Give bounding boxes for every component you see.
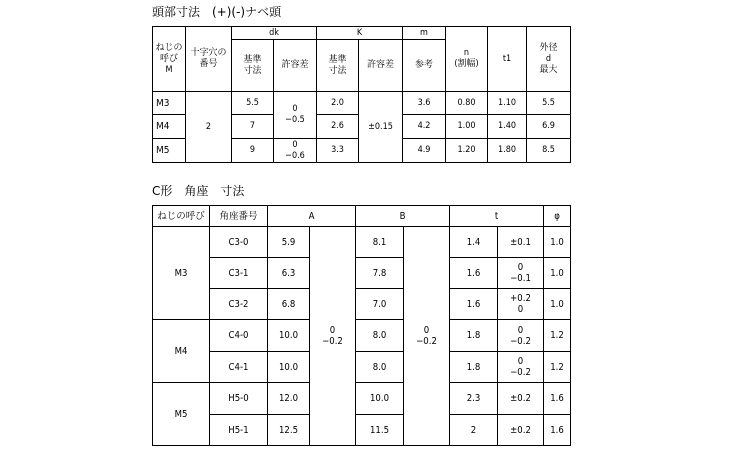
header-dk-std: 基準 寸法 — [232, 40, 274, 92]
b-value: 7.0 — [356, 289, 404, 320]
t-tolerance: ±0.2 — [498, 415, 544, 446]
t-value: 1.8 — [450, 352, 498, 383]
row-name: M4 — [153, 115, 186, 139]
phi-value: 1.6 — [544, 383, 571, 415]
a-tolerance: 0 −0.2 — [310, 227, 356, 446]
a-value: 6.8 — [268, 289, 310, 320]
b-value: 10.0 — [356, 383, 404, 415]
group-m5: M5 — [153, 383, 210, 446]
n-value: 0.80 — [446, 92, 488, 115]
d-value: 8.5 — [527, 139, 571, 163]
n-value: 1.20 — [446, 139, 488, 163]
b-tolerance: 0 −0.2 — [404, 227, 450, 446]
row-name: M3 — [153, 92, 186, 115]
header-seat-number: 角座番号 — [210, 206, 268, 227]
t-value: 1.6 — [450, 289, 498, 320]
t-value: 1.4 — [450, 227, 498, 258]
phi-value: 1.0 — [544, 258, 571, 289]
phi-value: 1.2 — [544, 320, 571, 352]
header-k: K — [317, 27, 403, 40]
head-dimensions-table — [152, 26, 571, 163]
phi-value: 1.2 — [544, 352, 571, 383]
cross-recess-value: 2 — [186, 92, 232, 163]
n-value: 1.00 — [446, 115, 488, 139]
header-phi: φ — [544, 206, 571, 227]
t-tolerance: ±0.1 — [498, 227, 544, 258]
t-tolerance: 0 −0.2 — [498, 320, 544, 352]
k-value: 2.0 — [317, 92, 359, 115]
table1-title: 頭部寸法 (+)(-)ナベ頭 — [152, 5, 282, 19]
header-dk: dk — [232, 27, 317, 40]
t-value: 2 — [450, 415, 498, 446]
dk-value: 5.5 — [232, 92, 274, 115]
a-value: 12.5 — [268, 415, 310, 446]
seat-number: C3-2 — [210, 289, 268, 320]
seat-number: C3-0 — [210, 227, 268, 258]
b-value: 11.5 — [356, 415, 404, 446]
seat-number: H5-0 — [210, 383, 268, 415]
header-n: n (割幅) — [446, 27, 488, 92]
phi-value: 1.0 — [544, 227, 571, 258]
t-value: 2.3 — [450, 383, 498, 415]
header-t1: t1 — [488, 27, 527, 92]
dk-tolerance: 0 −0.5 — [274, 92, 317, 139]
a-value: 10.0 — [268, 320, 310, 352]
t-value: 1.6 — [450, 258, 498, 289]
m-value: 4.9 — [403, 139, 446, 163]
t-tolerance: 0 −0.1 — [498, 258, 544, 289]
seat-number: C4-1 — [210, 352, 268, 383]
header-cross-recess: 十字穴の 番号 — [186, 27, 232, 92]
t1-value: 1.40 — [488, 115, 527, 139]
k-value: 3.3 — [317, 139, 359, 163]
a-value: 10.0 — [268, 352, 310, 383]
seat-number: C3-1 — [210, 258, 268, 289]
seat-number: H5-1 — [210, 415, 268, 446]
m-value: 4.2 — [403, 115, 446, 139]
b-value: 8.0 — [356, 320, 404, 352]
square-seat-table — [152, 205, 571, 446]
t-tolerance: +0.2 0 — [498, 289, 544, 320]
k-tolerance: ±0.15 — [359, 92, 403, 163]
header-t: t — [450, 206, 544, 227]
header-screw-size: ねじの呼び — [153, 206, 210, 227]
m-value: 3.6 — [403, 92, 446, 115]
t-tolerance: 0 −0.2 — [498, 352, 544, 383]
dk-tolerance: 0 −0.6 — [274, 139, 317, 163]
b-value: 8.0 — [356, 352, 404, 383]
d-value: 5.5 — [527, 92, 571, 115]
d-value: 6.9 — [527, 115, 571, 139]
group-m4: M4 — [153, 320, 210, 383]
a-value: 12.0 — [268, 383, 310, 415]
phi-value: 1.0 — [544, 289, 571, 320]
header-a: A — [268, 206, 356, 227]
group-m3: M3 — [153, 227, 210, 320]
header-k-tol: 許容差 — [359, 40, 403, 92]
header-b: B — [356, 206, 450, 227]
header-screw-size: ねじの 呼び M — [153, 27, 186, 92]
dk-value: 7 — [232, 115, 274, 139]
table2-title: C形 角座 寸法 — [152, 184, 245, 198]
t1-value: 1.80 — [488, 139, 527, 163]
seat-number: C4-0 — [210, 320, 268, 352]
t-value: 1.8 — [450, 320, 498, 352]
header-m: m — [403, 27, 446, 40]
t-tolerance: ±0.2 — [498, 383, 544, 415]
header-m-ref: 参考 — [403, 40, 446, 92]
header-dk-tol: 許容差 — [274, 40, 317, 92]
k-value: 2.6 — [317, 115, 359, 139]
t1-value: 1.10 — [488, 92, 527, 115]
b-value: 7.8 — [356, 258, 404, 289]
header-k-std: 基準 寸法 — [317, 40, 359, 92]
a-value: 5.9 — [268, 227, 310, 258]
header-d: 外径 d 最大 — [527, 27, 571, 92]
a-value: 6.3 — [268, 258, 310, 289]
row-name: M5 — [153, 139, 186, 163]
b-value: 8.1 — [356, 227, 404, 258]
phi-value: 1.6 — [544, 415, 571, 446]
dk-value: 9 — [232, 139, 274, 163]
